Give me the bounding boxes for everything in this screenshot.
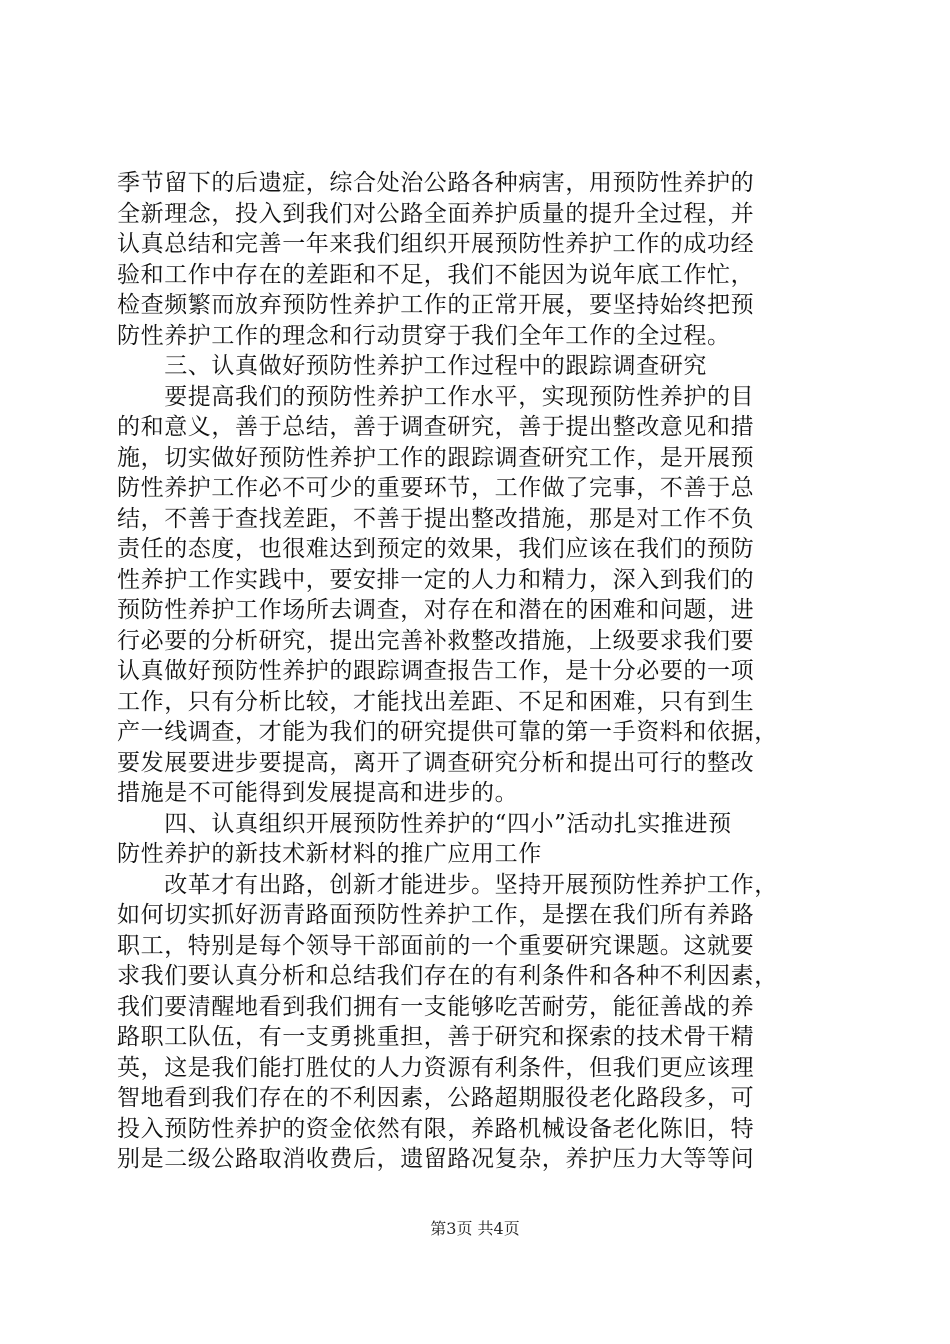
- text-line: 性养护工作实践中，要安排一定的人力和精力，深入到我们的: [117, 566, 755, 593]
- text-line: 预防性养护工作场所去调查，对存在和潜在的困难和问题，进: [117, 597, 755, 623]
- text-line: 行必要的分析研究，提出完善补救整改措施，上级要求我们要: [117, 627, 755, 654]
- text-line: 产一线调查，才能为我们的研究提供可靠的第一手资料和依据，: [117, 719, 778, 745]
- text-line: 如何切实抓好沥青路面预防性养护工作，是摆在我们所有养路: [117, 902, 755, 928]
- section-heading-3: 三、认真做好预防性养护工作过程中的跟踪调查研究: [117, 353, 707, 379]
- text-line: 认真做好预防性养护的跟踪调查报告工作，是十分必要的一项: [117, 658, 755, 684]
- text-line: 投入预防性养护的资金依然有限，养路机械设备老化陈旧，特: [117, 1115, 755, 1142]
- text-line: 改革才有出路，创新才能进步。坚持开展预防性养护工作，: [117, 871, 778, 898]
- text-line: 工作，只有分析比较，才能找出差距、不足和困难，只有到生: [117, 688, 755, 715]
- text-line: 求我们要认真分析和总结我们存在的有利条件和各种不利因素，: [117, 963, 778, 989]
- text-line: 的和意义，善于总结，善于调查研究，善于提出整改意见和措: [117, 414, 755, 440]
- section-heading-4: 四、认真组织开展预防性养护的“四小”活动扎实推进预: [117, 810, 732, 837]
- text-line: 要提高我们的预防性养护工作水平，实现预防性养护的目: [117, 383, 755, 410]
- page-footer: 第3页 共4页: [430, 1219, 520, 1238]
- text-line: 职工，特别是每个领导干部面前的一个重要研究课题。这就要: [117, 932, 755, 959]
- body-text: [117, 168, 833, 1175]
- text-line: 要发展要进步要提高，离开了调查研究分析和提出可行的整改: [117, 749, 755, 776]
- text-line: 智地看到我们存在的不利因素，公路超期服役老化路段多，可: [117, 1085, 755, 1111]
- text-line: 施，切实做好预防性养护工作的跟踪调查研究工作，是开展预: [117, 444, 755, 471]
- text-line: 责任的态度，也很难达到预定的效果，我们应该在我们的预防: [117, 536, 755, 562]
- text-line: 季节留下的后遗症，综合处治公路各种病害，用预防性养护的: [117, 170, 755, 196]
- text-line: 防性养护工作必不可少的重要环节，工作做了完事，不善于总: [117, 475, 755, 501]
- text-line: 路职工队伍，有一支勇挑重担，善于研究和探索的技术骨干精: [117, 1024, 755, 1050]
- text-line: 验和工作中存在的差距和不足，我们不能因为说年底工作忙，: [117, 261, 755, 288]
- text-line: 英，这是我们能打胜仗的人力资源有利条件，但我们更应该理: [117, 1054, 755, 1081]
- text-line: 我们要清醒地看到我们拥有一支能够吃苦耐劳，能征善战的养: [117, 993, 755, 1020]
- text-line: 别是二级公路取消收费后，遗留路况复杂，养护压力大等等问: [117, 1146, 755, 1172]
- text-line: 全新理念，投入到我们对公路全面养护质量的提升全过程，并: [117, 200, 755, 227]
- text-line: 检查频繁而放弃预防性养护工作的正常开展，要坚持始终把预: [117, 292, 755, 318]
- section-heading-4-cont: 防性养护的新技术新材料的推广应用工作: [117, 841, 542, 867]
- text-line: 认真总结和完善一年来我们组织开展预防性养护工作的成功经: [117, 231, 755, 257]
- text-line: 措施是不可能得到发展提高和进步的。: [117, 780, 519, 806]
- text-line: 防性养护工作的理念和行动贯穿于我们全年工作的全过程。: [117, 322, 731, 349]
- text-line: 结，不善于查找差距，不善于提出整改措施，那是对工作不负: [117, 505, 755, 532]
